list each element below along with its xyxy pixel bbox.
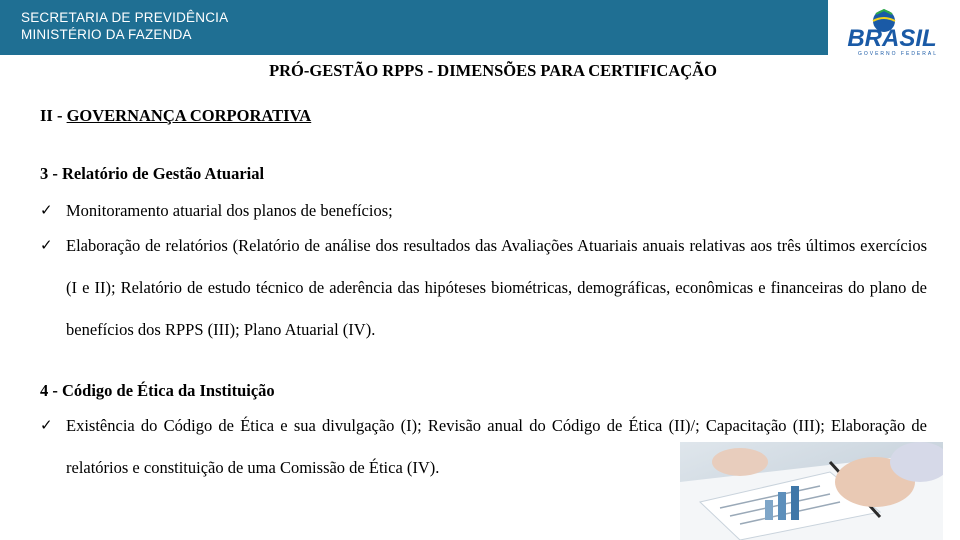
bullet-text: Elaboração de relatórios (Relatório de análise dos resultados das Avaliações Atuariais anuais relativas aos três últimos exercícios (I e II); Relatório de estudo técnico de aderência das hipóteses biométricas, demográficas, econômicas e financeiras do plano de benefícios dos RPPS (III); Plano Atuarial (IV). — [66, 236, 927, 339]
check-icon: ✓ — [40, 416, 53, 434]
item-3-bullet-2 — [40, 225, 927, 351]
brasil-logo — [832, 2, 956, 56]
business-photo — [680, 442, 943, 540]
bullet-text: Monitoramento atuarial dos planos de benefícios; — [66, 201, 393, 220]
check-icon: ✓ — [40, 201, 53, 219]
item-3-heading: 3 - Relatório de Gestão Atuarial — [40, 164, 265, 183]
org-line-2: MINISTÉRIO DA FAZENDA — [21, 27, 192, 42]
check-icon: ✓ — [40, 236, 53, 254]
header-bar — [0, 0, 828, 55]
org-line-1: SECRETARIA DE PREVIDÊNCIA — [21, 10, 229, 25]
logo-wordmark: BRASIL — [847, 25, 937, 52]
logo-subtext: GOVERNO FEDERAL — [857, 51, 939, 56]
bullet-text: Existência do Código de Ética e sua divulgação (I); Revisão anual do Código de Ética (II)/; Capacitação (III); Elaboração de relatórios e constituição de uma Comissão de Ética (IV). — [66, 416, 927, 477]
item-4-heading: 4 - Código de Ética da Instituição — [40, 381, 275, 400]
page-title: PRÓ-GESTÃO RPPS - DIMENSÕES PARA CERTIFICAÇÃO — [269, 61, 717, 80]
section-heading — [40, 106, 311, 126]
section-label: GOVERNANÇA CORPORATIVA — [66, 106, 312, 125]
organization-name — [21, 9, 228, 43]
section-prefix: II - — [40, 106, 67, 125]
